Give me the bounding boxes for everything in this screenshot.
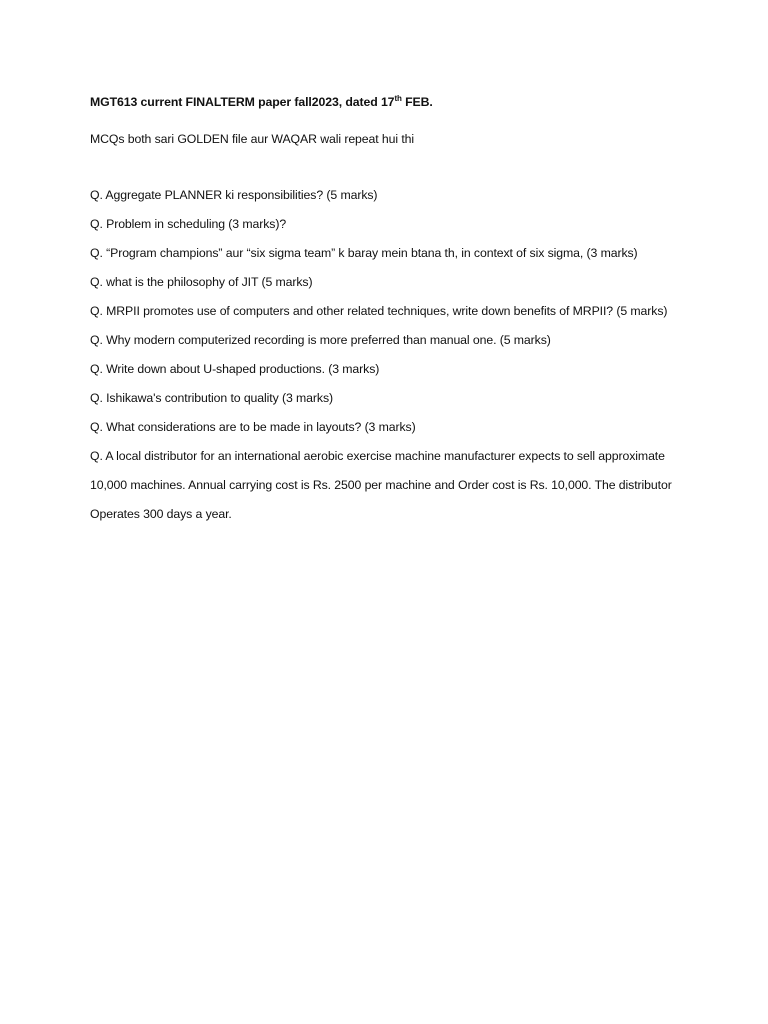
question-list bbox=[90, 186, 680, 529]
question-item: Q. “Program champions” aur “six sigma team” k baray mein btana th, in context of six sigma, (3 marks) bbox=[90, 246, 638, 260]
document-title bbox=[90, 93, 680, 111]
title-suffix: FEB. bbox=[401, 95, 433, 109]
title-text: MGT613 current FINALTERM paper fall2023, dated 17 bbox=[90, 95, 395, 109]
intro-line: MCQs both sari GOLDEN file aur WAQAR wali repeat hui thi bbox=[90, 132, 415, 146]
question-item: Q. Write down about U-shaped productions. (3 marks) bbox=[90, 362, 380, 376]
question-item: Q. MRPII promotes use of computers and other related techniques, write down benefits of MRPII? (5 marks) bbox=[90, 304, 668, 318]
question-item: Q. A local distributor for an international aerobic exercise machine manufacturer expects to sell approximate 10,000 machines. Annual carrying cost is Rs. 2500 per machine and Order cost is Rs. 10,000. The distributor Operates 300 days a year. bbox=[90, 449, 672, 521]
question-item: Q. what is the philosophy of JIT (5 marks) bbox=[90, 275, 313, 289]
question-item: Q. Aggregate PLANNER ki responsibilities? (5 marks) bbox=[90, 188, 378, 202]
question-item: Q. Why modern computerized recording is more preferred than manual one. (5 marks) bbox=[90, 333, 551, 347]
question-item: Q. Problem in scheduling (3 marks)? bbox=[90, 217, 287, 231]
document-content bbox=[90, 93, 680, 540]
title-superscript: th bbox=[394, 93, 402, 103]
question-item: Q. What considerations are to be made in layouts? (3 marks) bbox=[90, 420, 416, 434]
question-item: Q. Ishikawa's contribution to quality (3 marks) bbox=[90, 391, 333, 405]
